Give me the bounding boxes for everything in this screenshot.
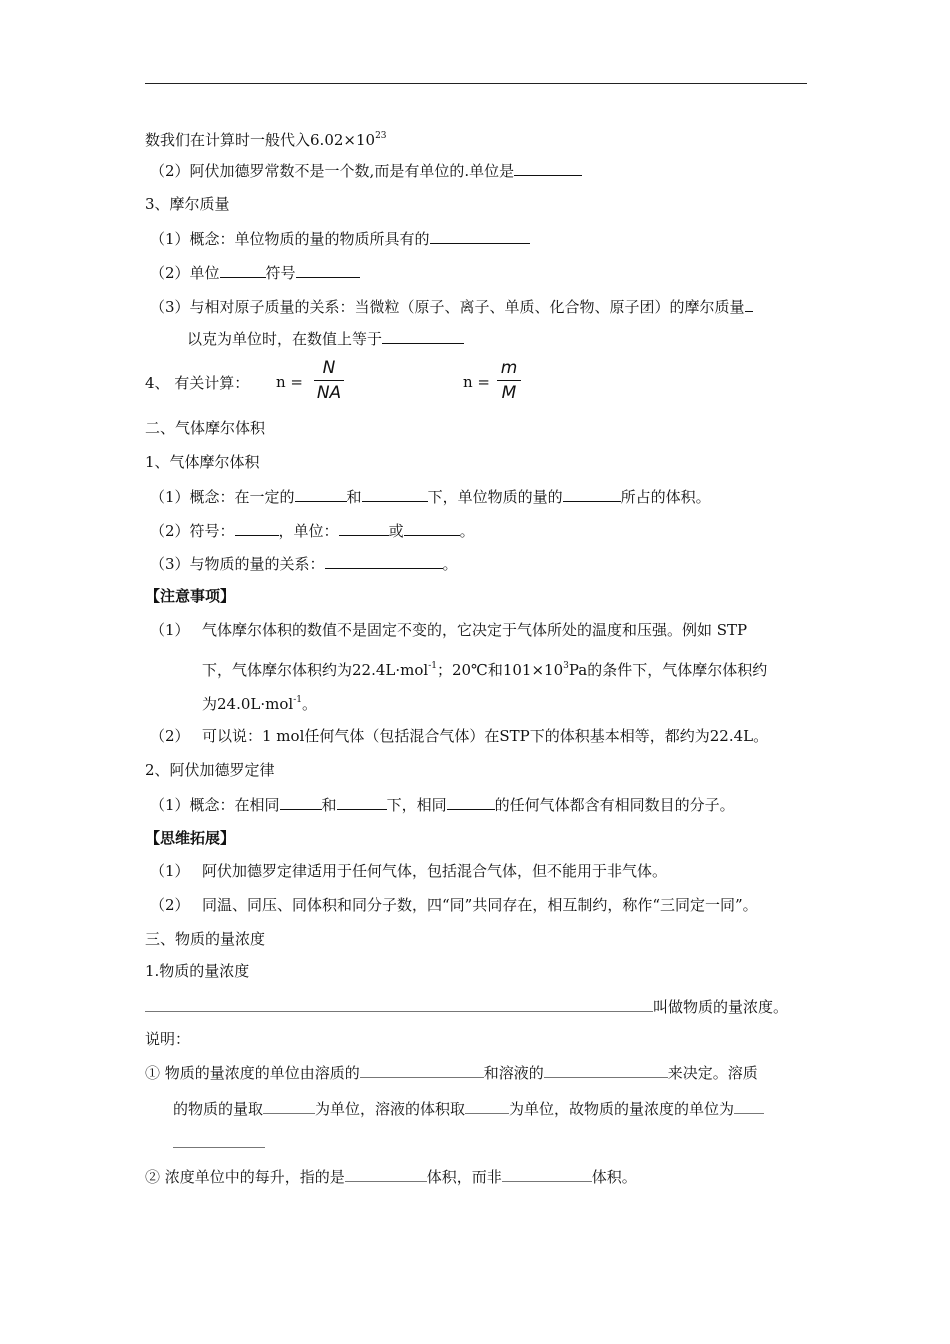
text-line: （2）单位 符号 <box>150 262 360 283</box>
fraction-bar <box>314 380 344 381</box>
fill-blank[interactable] <box>235 520 279 536</box>
section-heading: 1、气体摩尔体积 <box>145 453 260 471</box>
fill-blank[interactable] <box>745 296 753 312</box>
header-rule <box>145 83 807 84</box>
fill-blank[interactable] <box>465 1098 509 1114</box>
fill-blank[interactable] <box>514 160 582 176</box>
section-heading: 2、阿伏加德罗定律 <box>145 761 275 779</box>
fill-blank[interactable] <box>544 1062 668 1078</box>
fraction-numerator: N <box>322 358 336 378</box>
note-heading: 【思维拓展】 <box>145 829 236 847</box>
text-line: 可以说：1 mol任何气体（包括混合气体）在STP下的体积基本相等，都约为22.4L。 <box>202 727 769 745</box>
text-line: ② 浓度单位中的每升，指的是 体积，而非 体积。 <box>145 1168 637 1186</box>
formula-lhs: n = <box>463 373 490 391</box>
fill-blank[interactable] <box>145 996 653 1012</box>
list-number: （2） <box>150 727 190 745</box>
text-line: ① 物质的量浓度的单位由溶质的 和溶液的 来决定。溶质 <box>145 1064 758 1082</box>
fraction-bar <box>497 380 521 381</box>
fill-blank[interactable] <box>220 262 266 278</box>
fill-blank[interactable] <box>502 1166 592 1182</box>
fill-blank[interactable] <box>382 328 464 344</box>
text-line: （2）阿伏加德罗常数不是一个数,而是有单位的.单位是 <box>150 160 582 181</box>
text-line: 下，气体摩尔体积约为22.4L·mol$^{-1}$；20℃和$101\times 10^3Pa$的条件下，气体摩尔体积约 <box>202 661 768 679</box>
section-heading: 二、气体摩尔体积 <box>145 419 266 437</box>
text-line: （1）概念：在一定的 和 下，单位物质的量的 所占的体积。 <box>150 488 711 506</box>
text-line: 气体摩尔体积的数值不是固定不变的，它决定于气体所处的温度和压强。例如 STP <box>202 621 748 639</box>
fill-blank[interactable] <box>447 794 495 810</box>
text-line <box>173 1132 265 1153</box>
text-line: 以克为单位时，在数值上等于 <box>187 328 464 349</box>
fill-blank[interactable] <box>263 1098 315 1114</box>
fill-blank[interactable] <box>362 486 428 502</box>
fill-blank[interactable] <box>280 794 322 810</box>
list-number: （1） <box>150 862 190 880</box>
section-heading: 4、 有关计算： <box>145 374 250 392</box>
fill-blank[interactable] <box>563 486 621 502</box>
fraction-denominator: M <box>501 383 517 403</box>
fill-blank[interactable] <box>404 520 460 536</box>
section-heading: 1.物质的量浓度 <box>145 962 250 980</box>
text-line: （1）概念：在相同 和 下，相同 的任何气体都含有相同数目的分子。 <box>150 796 735 814</box>
fraction-m-over-m <box>497 357 521 404</box>
text-line: （2）符号： ，单位： 或 。 <box>150 522 475 540</box>
list-number: （1） <box>150 621 190 639</box>
fill-blank[interactable] <box>337 794 387 810</box>
fraction-numerator: m <box>500 358 518 378</box>
text-line: 数我们在计算时一般代入$6.02\times 10^{23}$ <box>145 131 387 149</box>
fraction-denominator: NA <box>316 383 342 403</box>
fill-blank[interactable] <box>734 1098 764 1114</box>
fill-blank[interactable] <box>360 1062 484 1078</box>
fill-blank[interactable] <box>325 553 443 569</box>
fill-blank[interactable] <box>173 1132 265 1148</box>
section-heading: 3、摩尔质量 <box>145 195 230 213</box>
text-line: 的物质的量取 为单位，溶液的体积取 为单位，故物质的量浓度的单位为 <box>173 1098 764 1119</box>
text-line: 说明： <box>145 1030 191 1048</box>
fill-blank[interactable] <box>296 262 360 278</box>
text-line: （1）概念：单位物质的量的物质所具有的 <box>150 228 530 249</box>
text-line: 同温、同压、同体积和同分子数，四“同”共同存在，相互制约，称作“三同定一同”。 <box>202 896 758 914</box>
fill-blank[interactable] <box>430 228 530 244</box>
fill-blank[interactable] <box>345 1166 427 1182</box>
fill-blank[interactable] <box>339 520 389 536</box>
text-line: 为24.0L·mol$^{-1}$。 <box>202 695 317 713</box>
fraction-n-over-na <box>314 357 344 404</box>
list-number: （2） <box>150 896 190 914</box>
formula-lhs: n = <box>276 373 303 391</box>
fill-blank[interactable] <box>295 486 347 502</box>
section-heading: 三、物质的量浓度 <box>145 930 266 948</box>
text-line: 叫做物质的量浓度。 <box>145 996 788 1017</box>
note-heading: 【注意事项】 <box>145 587 236 605</box>
text-line: 阿伏加德罗定律适用于任何气体，包括混合气体，但不能用于非气体。 <box>202 862 668 880</box>
text-line: （3）与物质的量的关系： 。 <box>150 555 458 573</box>
text-line: （3）与相对原子质量的关系：当微粒（原子、离子、单质、化合物、原子团）的摩尔质量 <box>150 296 753 317</box>
